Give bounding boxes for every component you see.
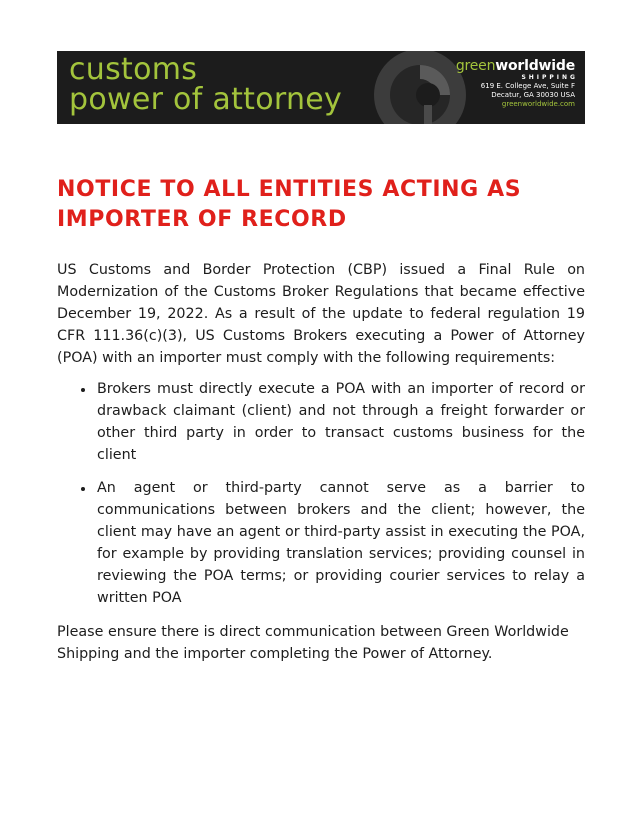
- brand-name: greenworldwide: [455, 58, 575, 74]
- requirements-list: [57, 378, 585, 609]
- header-banner: [57, 51, 585, 124]
- intro-paragraph: US Customs and Border Protection (CBP) issued a Final Rule on Modernization of the Customs Broker Regulations that became effective December 19, 2022. As a result of the update to federal regulation 19 CFR 111.36(c)(3), US Customs Brokers executing a Power of Attorney (POA) with an importer must comply with the following requirements:: [57, 262, 585, 366]
- address-line1: 619 E. College Ave, Suite F: [480, 82, 575, 90]
- brand-subtitle: SHIPPING: [521, 74, 578, 81]
- website-link[interactable]: greenworldwide.com: [501, 100, 575, 108]
- brand-block: [455, 58, 578, 109]
- address-line2: Decatur, GA 30030 USA: [491, 91, 575, 99]
- list-item: • An agent or third-party cannot serve as a barrier to communications between brokers and the client; however, the client may have an agent or third-party assist in executing the POA, for example by providing translation services; providing counsel in reviewing the POA terms; or providing courier services to relay a written POA: [95, 477, 585, 609]
- banner-title-line2: power of attorney: [69, 82, 343, 117]
- banner-title: [69, 52, 343, 117]
- notice-body: [57, 259, 585, 665]
- list-item: • Brokers must directly execute a POA with an importer of record or drawback claimant (client) and not through a freight forwarder or other third party in order to transact customs business for the client: [95, 378, 585, 466]
- banner-title-line1: customs: [69, 52, 198, 87]
- notice-title: NOTICE TO ALL ENTITIES ACTING AS IMPORTER OF RECORD: [57, 177, 522, 232]
- closing-paragraph: Please ensure there is direct communication between Green Worldwide Shipping and the importer completing the Power of Attorney.: [57, 624, 569, 662]
